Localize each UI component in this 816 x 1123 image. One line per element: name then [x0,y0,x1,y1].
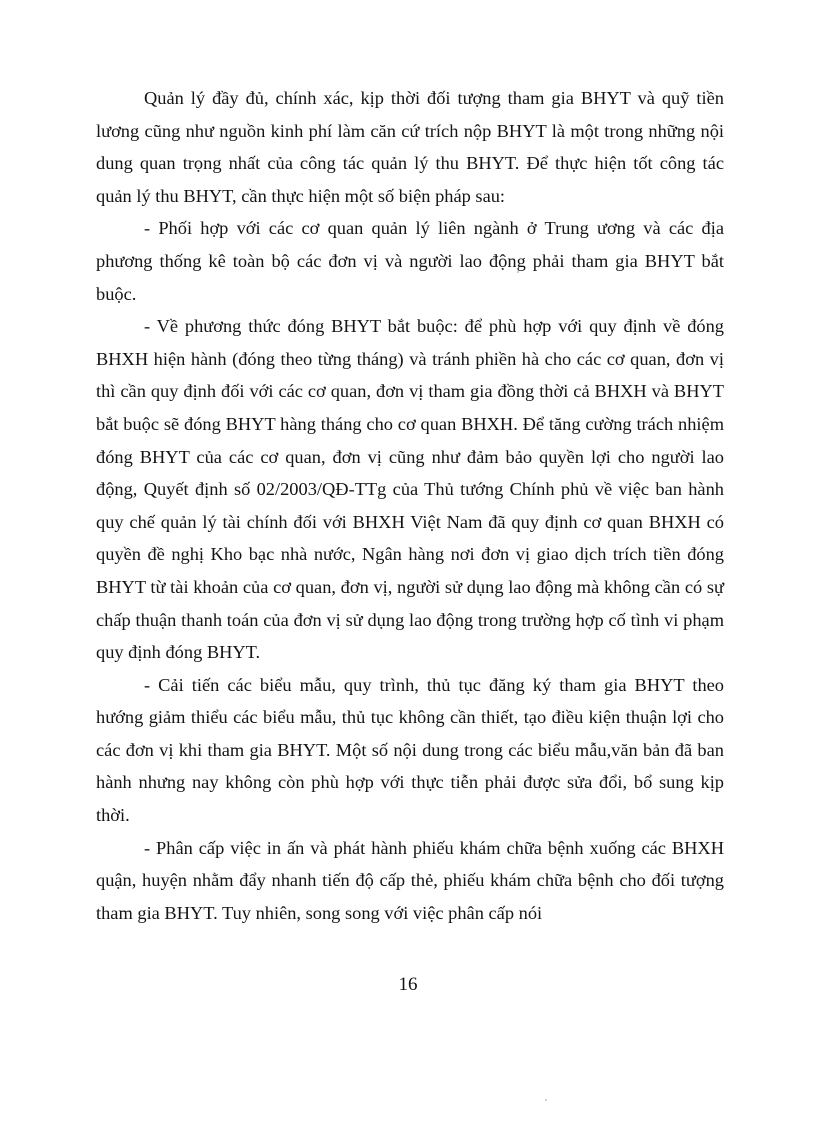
paragraph-coordination: - Phối hợp với các cơ quan quản lý liên ngành ở Trung ương và các địa phương thống kê toàn bộ các đơn vị và người lao động phải tham gia BHYT bắt buộc. [96,218,724,304]
scan-speck [517,271,519,273]
page-number: 16 [398,974,418,995]
scan-speck [545,1099,547,1101]
paragraph-payment-method: - Về phương thức đóng BHYT bắt buộc: để phù hợp với quy định về đóng BHXH hiện hành (đóng theo từng tháng) và tránh phiền hà cho các cơ quan, đơn vị thì cần quy định đối với các cơ quan, đơn vị tham gia đồng thời cả BHXH và BHYT bắt buộc sẽ đóng BHYT hàng tháng cho cơ quan BHXH. Để tăng cường trách nhiệm đóng BHYT của các cơ quan, đơn vị cũng như đảm bảo quyền lợi cho người lao động, Quyết định số 02/2003/QĐ-TTg của Thủ tướng Chính phủ về việc ban hành quy chế quản lý tài chính đối với BHXH Việt Nam đã quy định cơ quan BHXH có quyền đề nghị Kho bạc nhà nước, Ngân hàng nơi đơn vị giao dịch trích tiền đóng BHYT từ tài khoản của cơ quan, đơn vị, người sử dụng lao động mà không cần có sự chấp thuận thanh toán của đơn vị sử dụng lao động trong trường hợp cố tình vi phạm quy định đóng BHYT. [96,316,724,663]
body-text [96,82,724,929]
paragraph-form-improvement: - Cải tiến các biểu mẫu, quy trình, thủ tục đăng ký tham gia BHYT theo hướng giảm thiểu các biểu mẫu, thủ tục không cần thiết, tạo điều kiện thuận lợi cho các đơn vị khi tham gia BHYT. Một số nội dung trong các biểu mẫu,văn bản đã ban hành nhưng nay không còn phù hợp với thực tiễn phải được sửa đổi, bổ sung kịp thời. [96,674,724,826]
paragraph-decentralization: - Phân cấp việc in ấn và phát hành phiếu khám chữa bệnh xuống các BHXH quận, huyện nhằm đẩy nhanh tiến độ cấp thẻ, phiếu khám chữa bệnh cho đối tượng tham gia BHYT. Tuy nhiên, song song với việc phân cấp nói [96,837,724,923]
paragraph-intro: Quản lý đầy đủ, chính xác, kịp thời đối tượng tham gia BHYT và quỹ tiền lương cũng như nguồn kinh phí làm căn cứ trích nộp BHYT là một trong những nội dung quan trọng nhất của công tác quản lý thu BHYT. Để thực hiện tốt công tác quản lý thu BHYT, cần thực hiện một số biện pháp sau: [96,88,724,206]
